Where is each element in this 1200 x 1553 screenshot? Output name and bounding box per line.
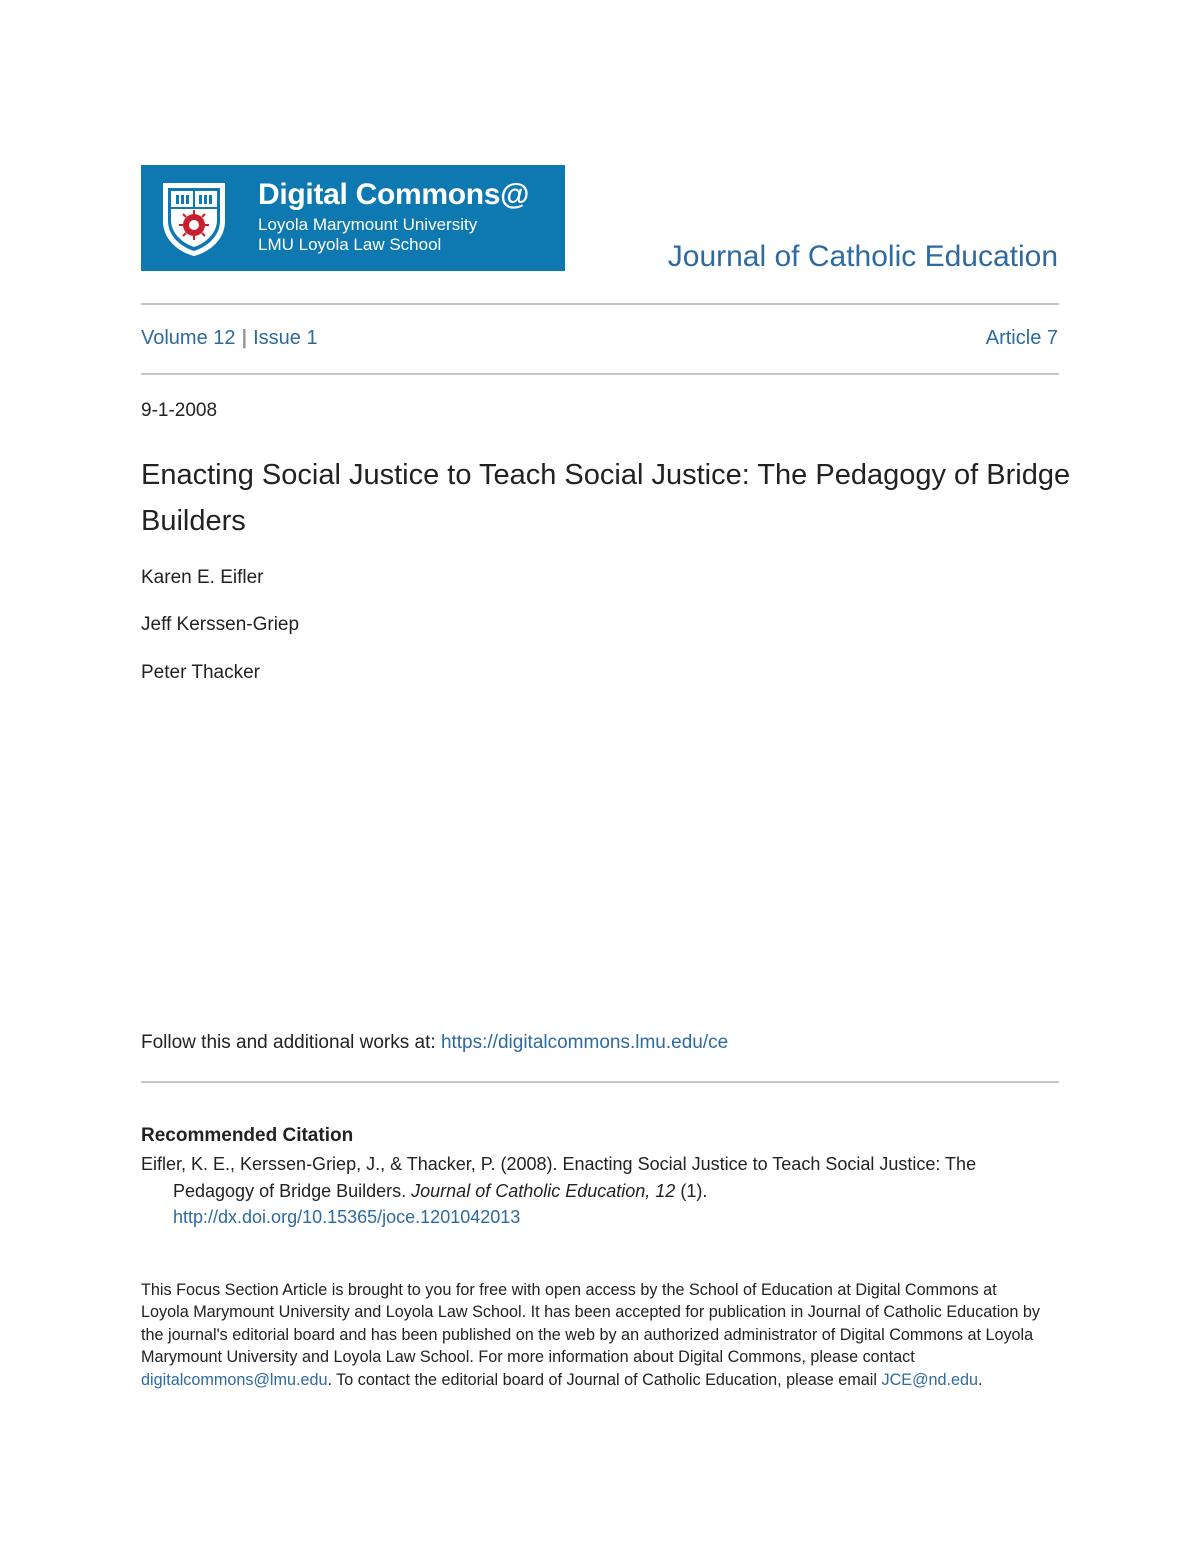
citation-journal: Journal of Catholic Education, 12 [411, 1180, 676, 1201]
issue-link[interactable]: Issue 1 [253, 327, 318, 349]
doi-link[interactable]: http://dx.doi.org/10.15365/joce.1201042013 [173, 1207, 521, 1227]
meta-divider [141, 373, 1059, 375]
brand-title: Digital Commons@ [258, 178, 530, 211]
top-divider [141, 303, 1059, 305]
author-1: Karen E. Eifler [141, 567, 264, 588]
citation-heading: Recommended Citation [141, 1125, 354, 1146]
citation-text: Eifler, K. E., Kerssen-Griep, J., & Thacker, P. (2008). Enacting Social Justice to Teach Social Justice: The Pedagogy of Bridge Builders. Journal of Catholic Education, 12 (1). http://dx.doi.org/10.15365/joce.1201042013 [141, 1154, 977, 1227]
follow-line [141, 1032, 728, 1054]
brand-law-school: LMU Loyola Law School [258, 235, 442, 254]
issue-breadcrumb [141, 327, 318, 350]
author-3: Peter Thacker [141, 662, 260, 683]
volume-link[interactable]: Volume 12 [141, 327, 236, 349]
follow-text: Follow this and additional works at: [141, 1032, 441, 1053]
article-title: Enacting Social Justice to Teach Social Justice: The Pedagogy of Bridge Builders [141, 459, 1071, 537]
journal-title-link[interactable]: Journal of Catholic Education [667, 240, 1058, 273]
digitalcommons-email-link[interactable]: digitalcommons@lmu.edu [141, 1370, 328, 1389]
jce-email-link[interactable]: JCE@nd.edu [881, 1370, 979, 1389]
separator: | [241, 327, 248, 349]
brand-university: Loyola Marymount University [258, 215, 478, 234]
publication-date: 9-1-2008 [141, 400, 218, 421]
author-2: Jeff Kerssen-Griep [141, 614, 300, 635]
digital-commons-banner[interactable] [141, 165, 565, 271]
access-notice: This Focus Section Article is brought to you for free with open access by the School of Education at Digital Commons at Loyola Marymount University and Loyola Law School. It has been accepted for publication in Journal of Catholic Education by the journal's editorial board and has been published on the web by an authorized administrator of Digital Commons at Loyola Marymount University and Loyola Law School. For more information about Digital Commons, please contact digitalcommons@lmu.edu. To contact the editorial board of Journal of Catholic Education, please email JCE@nd.edu. [141, 1281, 1040, 1389]
article-link[interactable]: Article 7 [985, 327, 1058, 349]
citation-divider [141, 1081, 1059, 1083]
collection-link[interactable]: https://digitalcommons.lmu.edu/ce [440, 1032, 729, 1053]
lmu-shield-icon [161, 181, 227, 257]
